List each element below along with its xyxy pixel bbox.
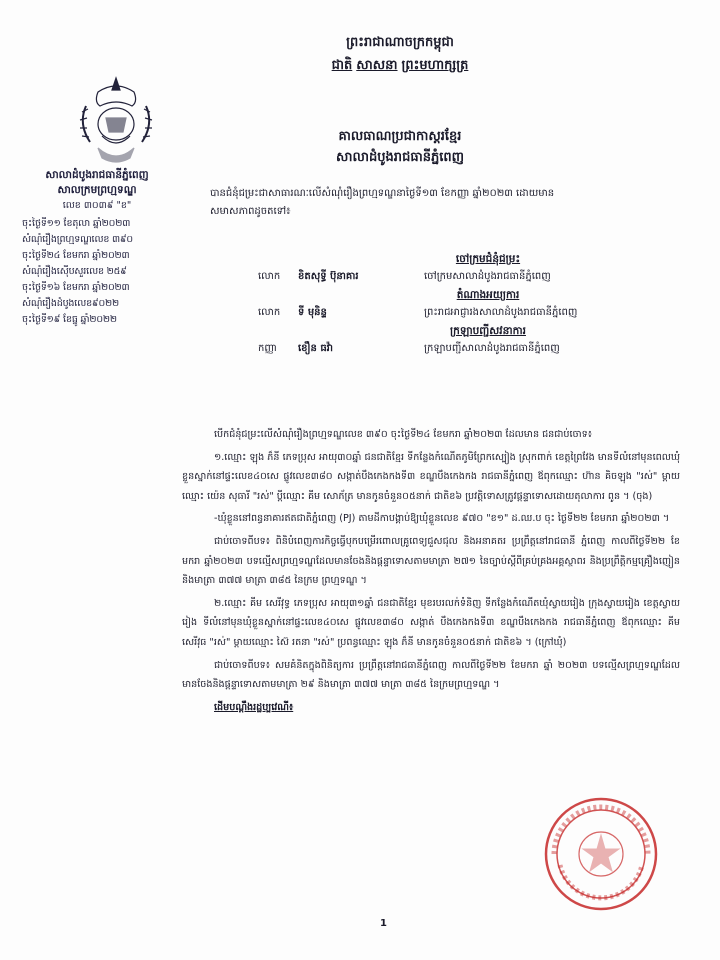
motto-king: ព្រះមហាក្សត្រ [401,58,469,73]
intro-line-1: បានជំនុំជម្រះជាសាធារណៈលើសំណុំរឿងព្រហ្មទណ្ឌនាថ្ងៃទី១៣ ខែកញ្ញា ឆ្នាំ២០២៣ ដោយមាន [210,188,555,199]
member-name: ទី មុនិន្ទ [298,307,327,318]
reference-row: សំណុំរឿងដំបូងលេខ៩០២២ [22,298,119,309]
member-name: ខិតសុទ្ធី ប៊ុនាគារ [298,271,359,282]
detention-paragraph: -ឃុំខ្លួននៅពន្ធនាគារឥតជាតិភ្នំពេញ (PJ) តាមដីកាបង្គាប់ឱ្យឃុំខ្លួនលេខ ៩៧០ "ខ១" ដ.ឈ.ប ចុះ ថ្ងៃទី២២ ខែមករា ឆ្នាំ២០២៣ ។ [214,513,670,525]
title-line-2: សាលាដំបូងរាជធានីភ្នំពេញ [336,150,464,165]
reference-row: សំណុំរឿងព្រហ្មទណ្ឌលេខ ៣៩០ [22,234,133,245]
member-role: ក្រឡាបញ្ជីសាលាដំបូងរាជធានីភ្នំពេញ [424,343,560,354]
reference-row: សំណុំរឿងស៊ើបសួរលេខ ២៥៩ [22,266,127,277]
defendant-1-paragraph: ១.ឈ្មោះ ឡុង ភ៏នី ភេទប្រុស អាយុ៣០ឆ្នាំ ជនជាតិខ្មែរ ទីកន្លែងកំណើតភូមិព្រែកស្បៀង ស្រុកពាក់ ខេត្តព្រៃវែង មានទីលំនៅមុនពេលឃុំខ្លួនស្នាក់នៅផ្ទះលេខ៤០សេ ផ្លូវលេខ៣៨០ សង្កាត់បឹងកេងកងទី៣ ខណ្ឌបឹងកេងកង រាជធានីភ្នំពេញ ឪពុកឈ្មោះ ហ៊ាន គិចឡុង "រស់" ម្តាយឈ្មោះ យ៉េន សុធារី "រស់" ប្តីឈ្មោះ គីម សោភ័ត្រ មានកូនចំនួន០៥នាក់ ជាតិខ៦ ប្រវត្តិទោសត្រូវផ្តន្ទាទោសដោយតុលាការ ពូន ។ (ចុង) [182,451,680,502]
member-row [258,304,678,322]
member-row [258,340,678,358]
section-heading: តំណាងអយ្យការ [456,289,520,301]
charge-paragraph: ជាប់ចោទពីបទ៖ ពិនិបំពេញការកិច្ចធ្វើបុកបម្រើរពោលគ្រូពេទ្យជួសជុល និងអនាគតរ ប្រព្រឹត្តនៅរាជធានី ភ្នំពេញ កាលពីថ្ងៃទី២២ ខែមករា ឆ្នាំ២០២៣ បទល្មើសព្រហ្មទណ្ឌដែលមានចែងនិងផ្តន្ទាទោសតាមមាត្រា ២៧១ នៃច្បាប់ស្តីពីគ្រប់គ្រងអគ្គស្ថាពរ និងប្រព្រឹត្តិកម្មគ្រឿងញៀន និងមាត្រា ៣៧៧ មាត្រា ៣៨៥ នៃក្រម ព្រហ្មទណ្ឌ ។ [182,535,680,587]
member-role: ចៅក្រមសាលាដំបូងរាជធានីភ្នំពេញ [424,271,551,282]
civil-party-heading: ដើមបណ្តឹងរដ្ឋប្បវេណី៖ [214,701,294,713]
section-heading: ក្រឡាបញ្ជីសវនាការ [450,325,526,337]
charge-paragraph: ជាប់ចោទពីបទ៖ សមគំនិតក្នុងពិនិត្យការ ប្រព្រឹត្តនៅរាជធានីភ្នំពេញ កាលពីថ្ងៃទី២២ ខែមករា ឆ្នាំ ២០២៣ បទល្មើសព្រហ្មទណ្ឌដែលមានចែងនិងផ្តន្ទាទោសតាមមាត្រា ២៩ និងមាត្រា ៣៧៧ មាត្រា ៣៨៥ នៃក្រមព្រហ្មទណ្ឌ ។ [182,659,680,691]
kingdom-heading [260,32,540,76]
reference-row: ចុះថ្ងៃទី១១ ខែតុលា ឆ្នាំ២០២៣ [22,218,131,229]
defendant-2-paragraph: ២.ឈ្មោះ គីម សេរីវុទ្ធ ភេទប្រុស អាយុ៣១ឆ្នាំ ជនជាតិខ្មែរ មុខរបរលក់ទំនិញ ទីកន្លែងកំណើតឃុំស្វាយរៀង ក្រុងស្វាយរៀង ខេត្តស្វាយរៀង ទីលំនៅមុនឃុំខ្លួនស្នាក់នៅផ្ទះលេខ៤០សេ ផ្លូវលេខ៣៨០ សង្កាត់ បឹងកេងកងទី៣ ខណ្ឌបឹងកេងកង រាជធានីភ្នំពេញ ឪពុកឈ្មោះ គីម សេរីវុធ "រស់" ម្តាយឈ្មោះ ស៊ៃ រតនា "រស់" ប្រពន្ធឈ្មោះ ឡុង ភ៏នី មានកូនចំនួន០៥នាក់ ជាតិខ៦ ។ (ក្រៅឃុំ) [182,597,680,648]
page-number: 1 [380,918,387,929]
national-motto [260,55,540,76]
reference-row: ចុះថ្ងៃទី២៤ ខែមករា ឆ្នាំ២០២៣ [22,250,130,261]
member-role: ព្រះរាជអាជ្ញារងសាលាដំបូងរាជធានីភ្នំពេញ [424,307,578,318]
court-name: សាលាដំបូងរាជធានីភ្នំពេញ [45,169,149,181]
member-row [258,268,678,286]
section-heading: ចៅក្រមជំនុំជម្រះ [455,253,521,265]
official-seal-icon [542,795,660,913]
reference-row: ចុះថ្ងៃទី១៦ ខែមករា ឆ្នាំ២០២៣ [22,282,130,293]
motto-religion: សាសនា [356,58,398,73]
case-reference-column [22,168,212,328]
member-honorific: កញ្ញា [258,343,277,354]
reference-row: ចុះថ្ងៃទី១៩ ខែធ្នូ ឆ្នាំ២០២២ [22,314,117,325]
judgment-type: សាលក្រមព្រហ្មទណ្ឌ [57,184,137,196]
title-line-1: គាលធាណប្រជាកាស្តរខ្មែរ [338,129,462,144]
court-emblem-icon [68,72,164,170]
court-composition [258,232,678,358]
kingdom-name: ព្រះរាជាណាចក្រកម្ពុជា [346,35,454,50]
intro-paragraph [210,185,670,221]
member-name: ខឿន ធវ៉ា [298,343,334,354]
judgment-number: លេខ ៣០៣៩ "ខ" [62,200,132,211]
member-honorific: លោក [258,307,281,318]
document-title [260,126,540,168]
motto-nation: ជាតិ [331,58,353,73]
intro-line-2: សមាសភាពដូចតទៅ៖ [210,206,291,217]
judgment-body [182,425,680,720]
member-honorific: លោក [258,271,281,282]
paragraph: បើកជំនុំជម្រះលើសំណុំរឿងព្រហ្មទណ្ឌលេខ ៣៩០ ចុះថ្ងៃទី២៤ ខែមករា ឆ្នាំ២០២៣ ដែលមាន ជនជាប់ចោទ៖ [214,429,592,440]
